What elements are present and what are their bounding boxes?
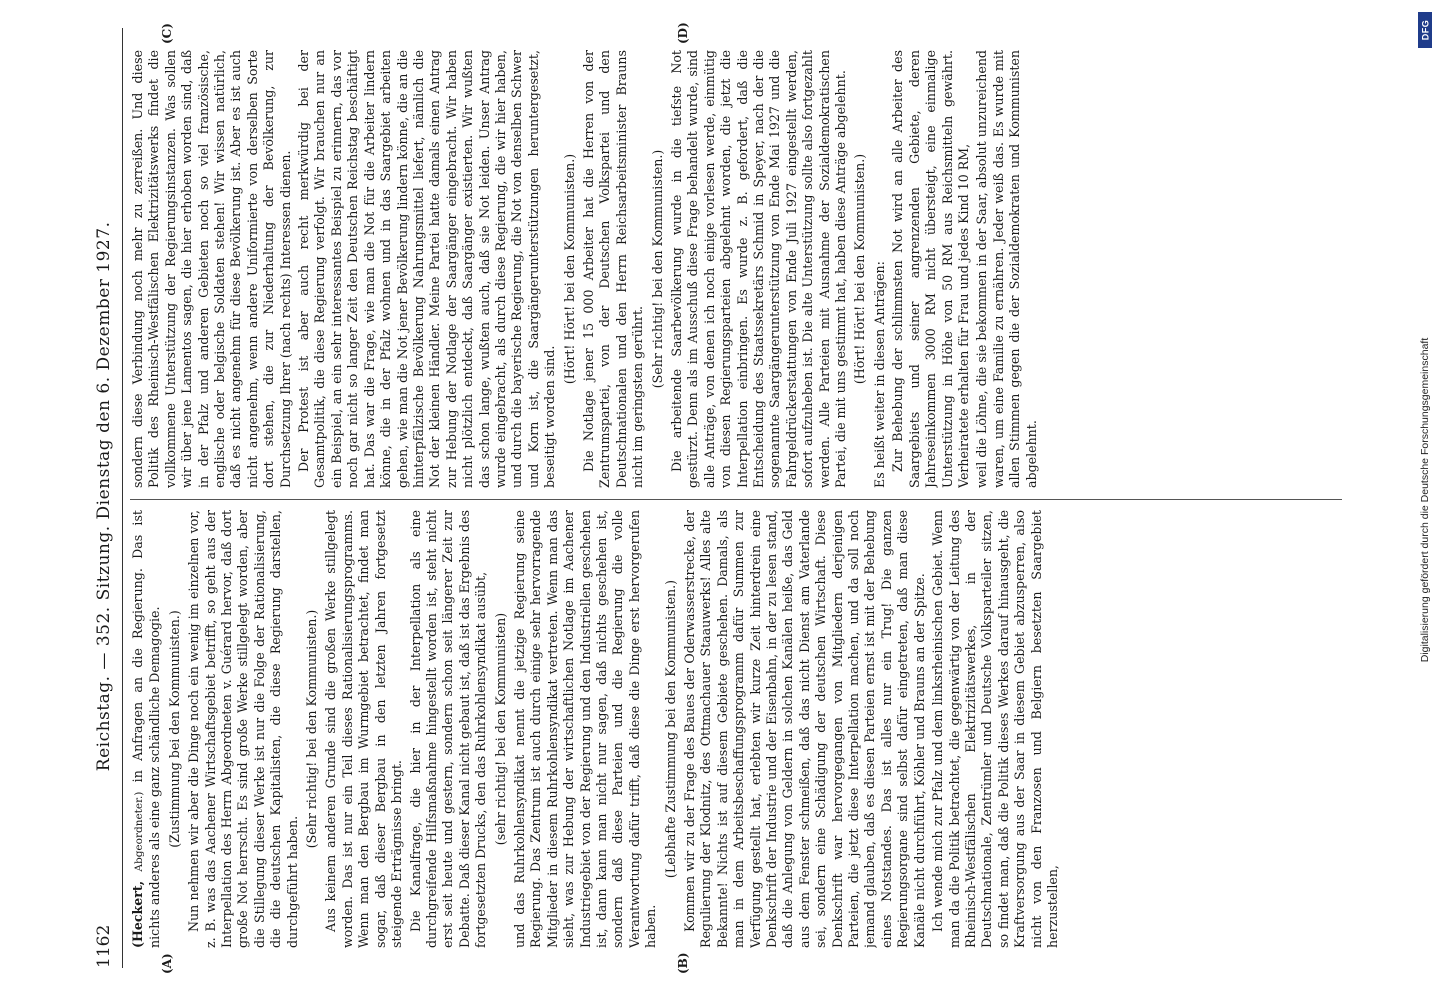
interjection: (Hört! Hört! bei den Kommunisten.) bbox=[561, 153, 577, 385]
paragraph bbox=[512, 510, 660, 948]
interjection: (Sehr richtig! bei den Kommunisten.) bbox=[304, 609, 320, 849]
paragraph bbox=[890, 50, 972, 488]
margin-marker-d: (D) bbox=[676, 22, 690, 44]
paragraph-text: Es heißt weiter in diesen Anträgen: bbox=[871, 261, 887, 488]
interjection: (Lebhafte Zustimmung bei den Kommunisten.) bbox=[662, 579, 678, 879]
speaker-note: Abgeordneter.) bbox=[133, 791, 145, 872]
paragraph bbox=[974, 50, 1040, 488]
paragraph-text: sondern diese Verbindung noch mehr zu zerreißen. Und diese Politik des Rheinisch-Westfälischen Elektrizitätswerks findet die vollkommene Unterstützung der Regierungsinstanzen. Was sollen wir über jene Lamentos sagen, die hier erhoben worden sind, daß in der Pfalz und anderen Gebieten noch so viel französische, englische oder belgische Soldaten stehen! Wir wissen natürlich, daß es nicht angenehm für diese Bevölkerung ist. Aber es ist auch nicht angenehm, wenn andere Uniformierte von derselben Sorte dort stehen, die zur Niederhaltung der Bevölkerung, zur Durchsetzung Ihrer (nach rechts) Interessen dienen. bbox=[130, 50, 293, 488]
document-page bbox=[86, 8, 1356, 988]
margin-marker-a: (A) bbox=[160, 953, 174, 974]
paragraph-text: in Anfragen an die Regierung. Das ist nichts anderes als eine ganz schändliche Demagogie. bbox=[130, 510, 163, 948]
running-title: Reichstag. — 352. Sitzung. Dienstag den 6. Dezember 1927. bbox=[94, 221, 114, 772]
paragraph bbox=[130, 50, 294, 488]
paragraph-text: und das Ruhrkohlensyndikat nennt die jetzige Regierung seine Regierung. Das Zentrum ist auch durch einige sehr hervorragende Mitglieder in diesem Ruhrkohlensyndikat vertreten. Wenn man das sieht, was zur Hebung der wirtschaftlichen Notlage im Aachener Industriegebiet von der Regierung und den Industriellen geschehen ist, dann kann man nicht nur sagen, daß nichts geschehen ist, sondern daß diese Parteien und die Regierung die volle Verantwortung dafür trifft, daß diese die Dinge erst hervorgerufen haben. bbox=[511, 510, 659, 948]
paragraph-text: weil die Löhne, die sie bekommen in der Saar, absolut unzureichend waren, um eine Familie zu ernähren. Jeder weiß das. Es wurde mit allen Stimmen gegen die der Sozialdemokraten und Kommunisten abgelehnt. bbox=[974, 50, 1039, 488]
paragraph bbox=[930, 510, 1061, 948]
margin-marker-c: (C) bbox=[160, 23, 174, 44]
interjection: (Zustimmung bei den Kommunisten.) bbox=[166, 610, 182, 848]
paragraph bbox=[408, 510, 490, 948]
paragraph bbox=[872, 50, 888, 488]
paragraph-text: Nun nehmen wir aber die Dinge noch ein wenig im einzelnen vor, z. B. was das Aachener Wirtschaftsgebiet betrifft, so geht aus der Interpellation des Herrn Abgeordneten v. Guérard hervor, daß dort große Not herrscht. Es sind große Werke stillgelegt worden, aber die Stillegung dieser Werke ist nur die Folge der Rationalisierung, die die deutschen Kapitalisten, die diese Regierung darstellen, durchgeführt haben. bbox=[186, 510, 300, 948]
dfg-credit-strip bbox=[1416, 8, 1434, 992]
dfg-credit-text: Digitalisierung gefördert durch die Deutsche Forschungsgemeinschaft bbox=[1419, 337, 1431, 663]
paragraph bbox=[669, 50, 849, 488]
page-number: 1162 bbox=[94, 924, 114, 968]
right-column bbox=[130, 50, 1342, 488]
paragraph-text: Zur Behebung der schlimmsten Not wird an alle Arbeiter des Saargebiets und seiner angrenzenden Gebiete, deren Jahreseinkommen 3000 RM nicht übersteigt, eine einmalige Unterstützung in Höhe von 50 RM aus Reichsmitteln gewährt. Verheiratete erhalten für Frau und jedes Kind 10 RM, bbox=[890, 50, 971, 488]
interjection: (sehr richtig! bei den Kommunisten) bbox=[492, 612, 508, 846]
paragraph-text: Ich wende mich zur Pfalz und dem linksrheinischen Gebiet. Wenn man da die Politik betrachtet, die gegenwärtig von der Leitung des Rheinisch-Westfälischen Elektrizitätswerkes, in der Deutschnationale, Zentrümler und Deutsche Volksparteiler sitzen, so findet man, daß die Politik dieses Werkes darauf hinausgeht, die Kraftversorgung aus der Saar in diesem Gebiet abzusperren, also nicht von den Franzosen und Belgiern besetzten Saargebiet herzustellen, bbox=[930, 510, 1060, 948]
paragraph bbox=[682, 510, 928, 948]
paragraph bbox=[581, 50, 647, 488]
paragraph-text: Kommen wir zu der Frage des Baues der Oderwasserstrecke, der Regulierung der Klodnitz, des Ottmachauer Staauwerks! Alles alte Bekannte! Nichts ist auf diesem Gebiete geschehen. Damals, als man in dem Arbeitsbeschaffungsprogramm dafür Summen zur Verfügung gestellt hat, erlebten wir kurze Zeit hinterdrein eine Denkschrift der Industrie und der Eisenbahn, in der zu lesen stand, daß die Anlegung von Geldern in solchen Kanälen heiße, das Geld aus dem Fenster schmeißen, daß das nicht Dienst am Vaterlande sei, sondern eine Schädigung der deutschen Wirtschaft. Diese Denkschrift war hervorgegangen von Mitgliedern derjenigen Parteien, die jetzt diese Interpellation machen, und da soll noch jemand glauben, daß es diesen Parteien ernst ist mit der Behebung eines Notstandes. Das ist alles nur ein Trug! Die ganzen Regierungsorgane sind selbst dafür eingetreten, daß man diese Kanäle nicht durchführt, Köhler und Brauns an der Spitze. bbox=[682, 510, 927, 948]
paragraph-text: Die arbeitende Saarbevölkerung wurde in die tiefste Not gestürzt. Denn als im Ausschuß diese Frage behandelt wurde, sind alle Anträge, von denen ich noch einige vorlesen werde, einmütig von diesen Regierungsparteien abgelehnt worden, die jetzt die Interpellation einbringen. Es wurde z. B. gefordert, daß die Entscheidung des Staatssekretärs Schmid in Speyer, nach der die sogenannte Saargängerunterstützung von Ende Mai 1927 und die Fahrgeldrückerstattungen von Ende Juli 1927 eingestellt werden, sofort aufzuheben ist. Die alte Unterstützung sollte also fortgezahlt werden. Alle Parteien mit Ausnahme der Sozialdemokratischen Partei, die mit uns gestimmt hat, haben diese Anträge abgelehnt. bbox=[669, 50, 849, 488]
interjection: (Sehr richtig! bei den Kommunisten.) bbox=[649, 149, 665, 389]
column-divider bbox=[130, 499, 1342, 500]
paragraph-text: Die Notlage jener 15 000 Arbeiter hat die Herren von der Zentrumspartei, von der Deutschen Volkspartei und den Deutschnationalen und den Herrn Reichsarbeitsminister Brauns nicht im geringsten gerührt. bbox=[580, 50, 646, 488]
speaker-name: (Heckert, bbox=[130, 880, 145, 948]
dfg-logo: DFG bbox=[1418, 12, 1432, 48]
page-header bbox=[94, 28, 123, 968]
paragraph bbox=[323, 510, 405, 948]
paragraph bbox=[296, 50, 559, 488]
paragraph-text: Aus keinem anderen Grunde sind die großen Werke stillgelegt worden. Das ist nur ein Teil dieses Rationalisierungsprogramms. Wenn man den Bergbau im Wurmgebiet betrachtet, findet man sogar, daß dieser Bergbau in den letzten Jahren fortgesetzt steigende Erträgnisse bringt. bbox=[323, 510, 405, 948]
paragraph bbox=[130, 510, 164, 948]
paragraph bbox=[186, 510, 301, 948]
margin-marker-b: (B) bbox=[676, 952, 690, 974]
paragraph-text: Die Kanalfrage, die hier in der Interpellation als eine durchgreifende Hilfsmaßnahme hingestellt worden ist, steht nicht erst seit heute und gestern, sondern schon seit längerer Zeit zur Debatte. Daß dieser Kanal nicht gebaut ist, daß ist das Ergebnis des fortgesetzten Drucks, den das Ruhrkohlensyndikat ausübt, bbox=[407, 510, 489, 948]
interjection: (Hört! Hört! bei den Kommunisten.) bbox=[852, 153, 868, 385]
paragraph-text: Der Protest ist aber auch recht merkwürdig bei der Gesamtpolitik, die diese Regierung verfolgt. Wir brauchen nur an ein Beispiel, an ein sehr interessantes Beispiel zu erinnern, das vor noch gar nicht so langer Zeit den Deutschen Reichstag beschäftigt hat. Das war die Frage, wie man die Not für die Arbeiter lindern könne, die in der Pfalz wohnen und in das Saargebiet arbeiten gehen, wie man die Not jener Bevölkerung lindern könne, die an die hinterpfälzische Bevölkerung Nahrungsmittel liefert, nämlich die Not der kleinen Händler. Meine Partei hatte damals einen Antrag zur Hebung der Notlage der Saargänger eingebracht. Wir haben nicht plötzlich entdeckt, daß Saargänger existierten. Wir wußten das schon lange, wußten auch, daß sie Not leiden. Unser Antrag wurde eingebracht, als durch diese Regierung, die wir hier haben, und durch die bayerische Regierung, die Not von denselben Schwer und Korn ist, die Saargängerunterstützungen heruntergesetzt, beseitigt worden sind. bbox=[296, 50, 558, 488]
left-column bbox=[130, 510, 1342, 948]
